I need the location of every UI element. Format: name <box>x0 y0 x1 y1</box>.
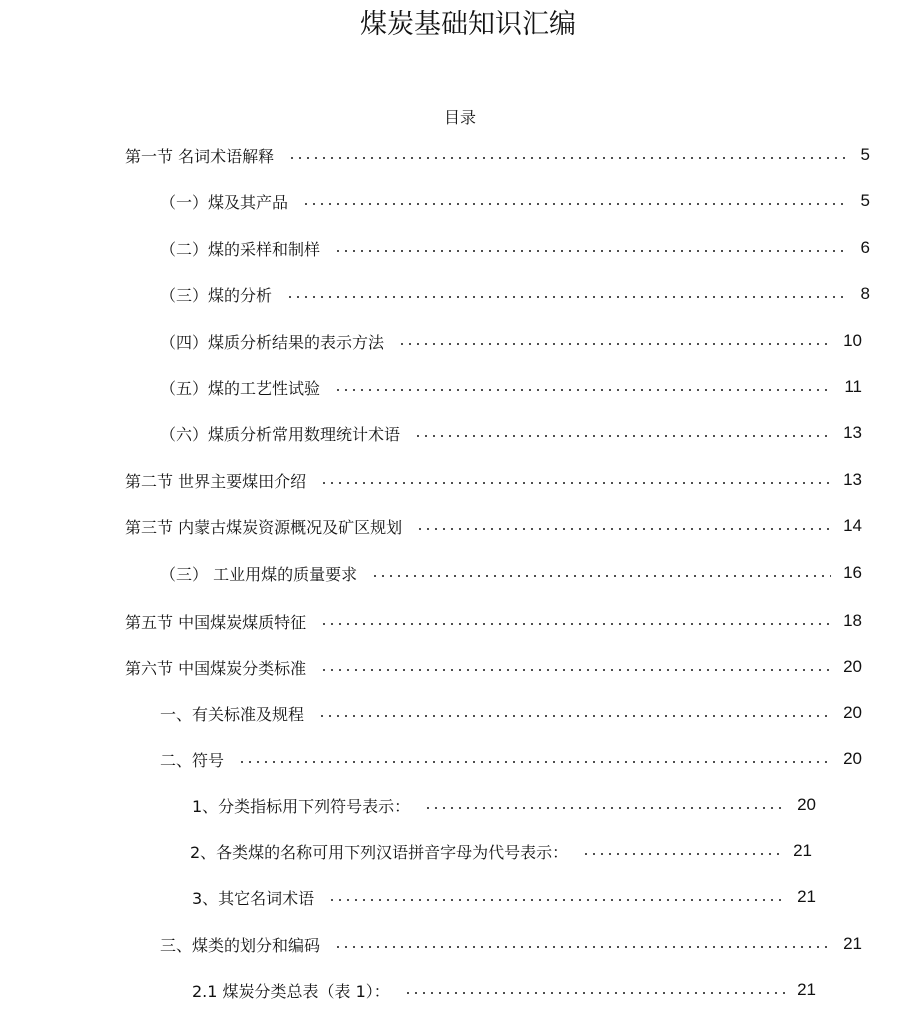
toc-entry[interactable] <box>160 422 862 444</box>
toc-entry-label: （六）煤质分析常用数理统计术语 <box>160 424 401 444</box>
toc-entry-page: 20 <box>797 795 816 814</box>
dot-leader <box>238 760 831 764</box>
toc-entry[interactable] <box>160 748 862 770</box>
toc-entry-label: 第二节 世界主要煤田介绍 <box>125 471 307 491</box>
toc-entry[interactable] <box>190 840 812 862</box>
toc-entry-label: 三、煤类的划分和编码 <box>160 935 321 955</box>
toc-entry-page: 13 <box>843 423 862 442</box>
dot-leader <box>371 574 831 578</box>
toc-entry-page: 8 <box>860 284 870 303</box>
toc-entry-label: 1、分类指标用下列符号表示： <box>192 796 411 816</box>
toc-entry[interactable] <box>125 515 862 537</box>
toc-entry-page: 10 <box>843 331 862 350</box>
toc-entry-label: 3、其它名词术语 <box>192 888 315 908</box>
toc-entry-page: 6 <box>860 238 870 257</box>
toc-entry-label: （一）煤及其产品 <box>160 192 289 212</box>
toc-entry-label: （三）煤的分析 <box>160 285 273 305</box>
dot-leader <box>328 898 785 902</box>
dot-leader <box>286 295 849 299</box>
toc-entry-page: 5 <box>860 145 870 164</box>
dot-leader <box>416 527 831 531</box>
toc-entry[interactable] <box>160 190 870 212</box>
dot-leader <box>288 156 848 160</box>
toc-entry[interactable] <box>160 376 862 398</box>
dot-leader <box>398 342 831 346</box>
toc-entry[interactable] <box>160 702 862 724</box>
toc-entry[interactable] <box>160 283 870 305</box>
dot-leader <box>424 806 785 810</box>
toc-entry-page: 14 <box>843 516 862 535</box>
toc-entry-label: 第一节 名词术语解释 <box>125 146 275 166</box>
toc-entry[interactable] <box>125 656 862 678</box>
toc-entry[interactable] <box>125 610 862 632</box>
toc-entry-label: 第三节 内蒙古煤炭资源概况及矿区规划 <box>125 517 403 537</box>
dot-leader <box>302 202 849 206</box>
toc-entry-page: 20 <box>843 703 862 722</box>
toc-entry-page: 18 <box>843 611 862 630</box>
dot-leader <box>582 852 781 856</box>
toc-entry[interactable] <box>125 144 870 166</box>
toc-entry-page: 20 <box>843 657 862 676</box>
dot-leader <box>320 622 831 626</box>
dot-leader <box>318 714 831 718</box>
toc-entry-page: 16 <box>843 563 862 582</box>
dot-leader <box>334 249 849 253</box>
toc-entry-page: 21 <box>797 980 816 999</box>
toc-entry-page: 21 <box>797 887 816 906</box>
toc-entry-page: 21 <box>843 934 862 953</box>
toc-entry-label: 第五节 中国煤炭煤质特征 <box>125 612 307 632</box>
toc-entry-label: 2.1 煤炭分类总表（表 1）： <box>192 981 390 1001</box>
toc-entry[interactable] <box>192 794 816 816</box>
dot-leader <box>334 388 832 392</box>
toc-entry-label: （三） 工业用煤的质量要求 <box>160 564 358 584</box>
toc-entry[interactable] <box>125 469 862 491</box>
toc-entry-page: 13 <box>843 470 862 489</box>
dot-leader <box>334 945 831 949</box>
toc-entry-label: （四）煤质分析结果的表示方法 <box>160 332 385 352</box>
toc-entry-page: 21 <box>793 841 812 860</box>
dot-leader <box>404 991 785 995</box>
toc-entry-page: 11 <box>844 377 862 396</box>
toc-entry[interactable] <box>160 562 862 584</box>
dot-leader <box>320 668 831 672</box>
toc-entry-label: 第六节 中国煤炭分类标准 <box>125 658 307 678</box>
toc-entry-page: 5 <box>860 191 870 210</box>
toc-entry-label: 2、各类煤的名称可用下列汉语拼音字母为代号表示： <box>190 842 569 862</box>
toc-heading: 目录 <box>443 108 476 127</box>
toc-entry-label: （五）煤的工艺性试验 <box>160 378 321 398</box>
toc-entry-label: 一、有关标准及规程 <box>160 704 305 724</box>
toc-entry[interactable] <box>192 886 816 908</box>
document-title: 煤炭基础知识汇编 <box>360 9 576 40</box>
toc-entry[interactable] <box>192 979 816 1001</box>
dot-leader <box>320 481 831 485</box>
toc-entry[interactable] <box>160 933 862 955</box>
toc-entry[interactable] <box>160 330 862 352</box>
toc-entry-page: 20 <box>843 749 862 768</box>
toc-entry[interactable] <box>160 237 870 259</box>
toc-entry-label: （二）煤的采样和制样 <box>160 239 321 259</box>
toc-entry-label: 二、符号 <box>160 750 225 770</box>
dot-leader <box>414 434 831 438</box>
